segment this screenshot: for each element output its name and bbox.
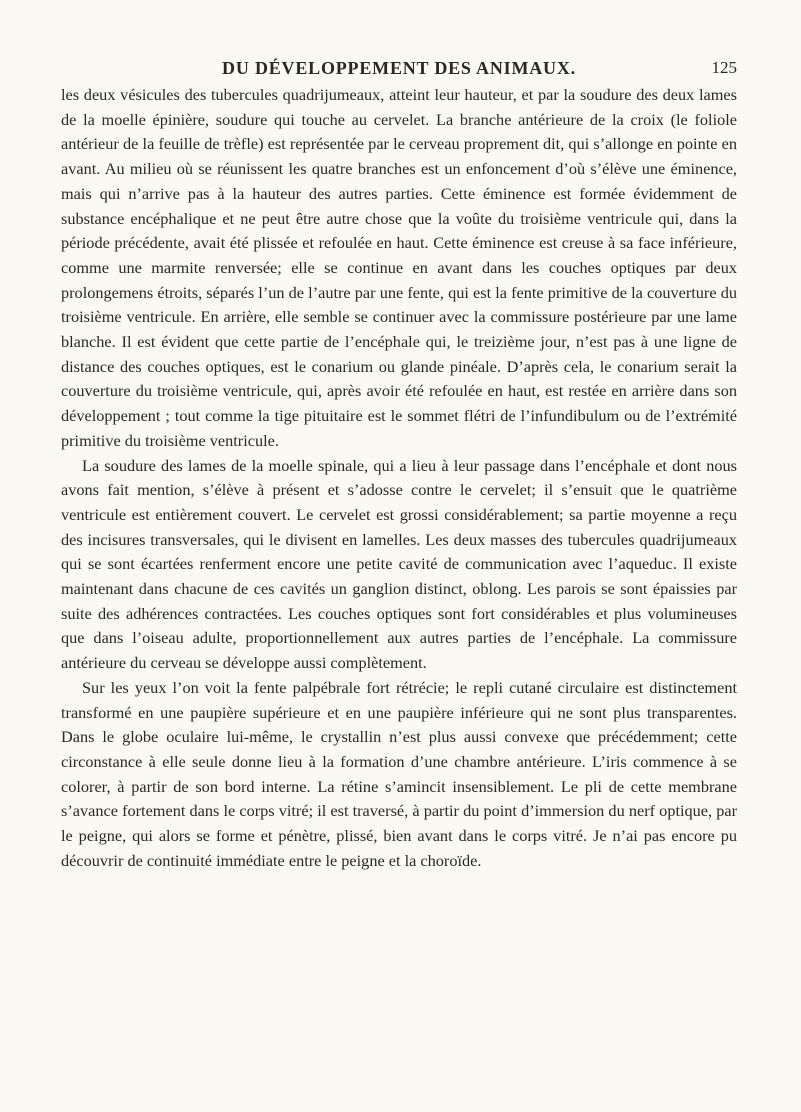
page-number: 125 [711, 58, 737, 77]
running-head [61, 58, 737, 82]
paragraph: les deux vésicules des tubercules quadrijumeaux, atteint leur hauteur, et par la soudure des deux lames de la moelle épinière, soudure qui touche au cervelet. La branche antérieure de la croix (le foliole antérieur de la feuille de trèfle) est représentée par le cerveau proprement dit, qui s’allonge en pointe en avant. Au milieu où se réunissent les quatre branches est un enfoncement d’où s’élève une éminence, mais qui n’arrive pas à la hauteur des autres parties. Cette éminence est formée évidemment de substance encéphalique et ne peut être autre chose que la voûte du troisième ventricule qui, dans la période précédente, avait été plissée et refoulée en haut. Cette éminence est creuse à sa face inférieure, comme une marmite renversée; elle se continue en avant dans les couches optiques par deux prolongemens étroits, séparés l’un de l’autre par une fente, qui est la fente primitive de la couverture du troisième ventricule. En arrière, elle semble se continuer avec la commissure postérieure par une lame blanche. Il est évident que cette partie de l’encéphale qui, le treizième jour, n’est pas à une ligne de distance des couches optiques, est le conarium ou glande pinéale. D’après cela, le conarium serait la couverture du troisième ventricule, qui, après avoir été refoulée en haut, est restée en arrière dans son développement ; tout comme la tige pituitaire est le sommet flétri de l’infundibulum ou de l’extrémité primitive du troisième ventricule. [61, 85, 737, 450]
running-title: DU DÉVELOPPEMENT DES ANIMAUX. [222, 58, 576, 78]
paragraph: Sur les yeux l’on voit la fente palpébrale fort rétrécie; le repli cutané circulaire est distinctement transformé en une paupière supérieure et en une paupière inférieure qui ne sont plus transparentes. Dans le globe oculaire lui-même, le crystallin n’est plus aussi convexe que précédemment; cette circonstance à elle seule donne lieu à la formation d’une chambre antérieure. L’iris commence à se colorer, à partir de son bord interne. La rétine s’amincit insensiblement. Le pli de cette membrane s’avance fortement dans le corps vitré; il est traversé, à partir du point d’immersion du nerf optique, par le peigne, qui alors se forme et pénètre, plissé, bien avant dans le corps vitré. Je n’ai pas encore pu découvrir de continuité immédiate entre le peigne et la choroïde. [61, 677, 737, 870]
paragraph: La soudure des lames de la moelle spinale, qui a lieu à leur passage dans l’encéphale et dont nous avons fait mention, s’élève à présent et s’adosse contre le cervelet; il s’ensuit que le quatrième ventricule est entièrement couvert. Le cervelet est grossi considérablement; sa partie moyenne a reçu des incisures transversales, qui le divisent en lamelles. Les deux masses des tubercules quadrijumeaux qui se sont écartées renferment encore une petite cavité de communication avec l’aqueduc. Il existe maintenant dans chacune de ces cavités un ganglion distinct, oblong. Les parois se sont épaissies par suite des adhérences contractées. Les couches optiques sont fort considérables et plus volumineuses que dans l’oiseau adulte, proportionnellement aux autres parties de l’encéphale. La commissure antérieure du cerveau se développe aussi complètement. [61, 455, 737, 673]
body-text [61, 83, 737, 874]
